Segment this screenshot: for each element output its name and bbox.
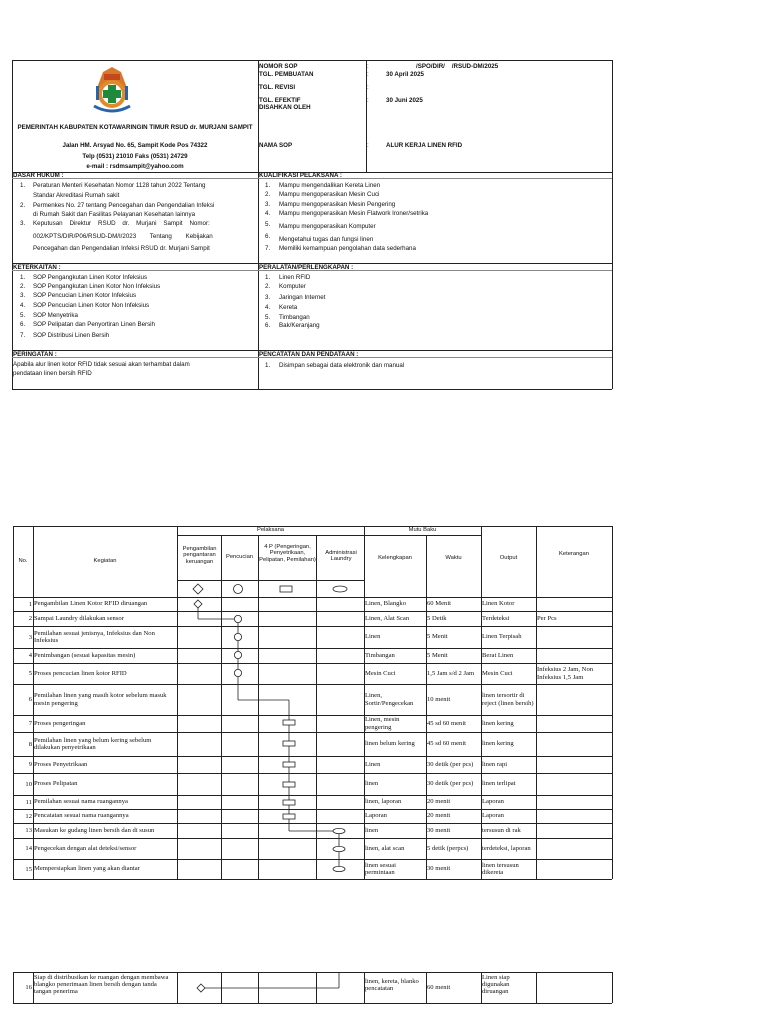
row-kegiatan: Proses pengeringan	[34, 719, 86, 727]
list-item: Memiliki kemampuan pengolahan data sederhana	[279, 245, 416, 252]
row-kelengkapan: Laporan	[365, 812, 387, 820]
list-number: 2.	[20, 283, 26, 290]
list-item: Permenkes No. 27 tentang Pencegahan dan Pengendalian Infeksi	[33, 202, 215, 209]
row-kegiatan: Proses Pelipatan	[34, 780, 78, 788]
list-item: SOP Pelipatan dan Penyortiran Linen Bersih	[33, 321, 155, 328]
row-waktu: 5 Menit	[427, 651, 448, 659]
kualifikasi-label: KUALIFIKASI PELAKSANA :	[259, 172, 342, 179]
row-output: linen tersortir di reject (linen bersih)	[482, 692, 534, 707]
row-kegiatan: Penimbangan (sesuai kapasitas mesin)	[34, 651, 136, 659]
rectangle-icon	[283, 814, 295, 819]
row-kelengkapan: Mesin Cuci	[365, 669, 396, 677]
keterangan-header: Keterangan	[559, 551, 589, 557]
row-kegiatan: Pemilahan linen yang belum kering sebelum dilakukan penyetrikaan	[34, 736, 152, 751]
list-number: 5.	[20, 312, 26, 319]
list-item: SOP Pengangkutan Linen Kotor Non Infeksius	[33, 283, 161, 290]
list-number: 2.	[265, 191, 271, 198]
list-item: Pencegahan dan Pengendalian Infeksi RSUD dr. Murjani Sampit	[33, 245, 210, 252]
row-output: Linen Terpisah	[482, 633, 522, 641]
peralatan-label: PERALATAN/PERLENGKAPAN :	[259, 264, 354, 271]
circle-icon	[234, 615, 241, 622]
tgl-efektif-value: 30 Juni 2025	[386, 97, 423, 104]
list-item: di Rumah Sakit dan Fasilitas Pelayanan Kesehatan lainnya	[33, 211, 196, 218]
row-waktu: 30 detik (per pcs)	[427, 780, 474, 788]
tgl-pembuatan-value: 30 April 2025	[386, 71, 424, 78]
row-keterangan: Per Pcs	[537, 614, 557, 622]
list-item: Bak/Keranjang	[279, 322, 320, 329]
rectangle-icon	[283, 782, 295, 787]
list-number: 2.	[265, 283, 271, 290]
row-kelengkapan: Linen, Blangko	[365, 600, 407, 608]
list-number: 2.	[20, 202, 26, 209]
row-waktu: 1,5 Jam s/d 2 Jam	[427, 669, 475, 677]
row-keterangan	[537, 626, 611, 648]
row-kelengkapan: Timbangan	[365, 651, 395, 659]
terminator-icon	[333, 846, 345, 851]
row-output: Terdeteksi	[482, 614, 510, 622]
row-number: 16	[25, 984, 32, 991]
list-number: 6.	[265, 322, 271, 329]
row-kegiatan: Proses Penyetrikaan	[34, 760, 88, 768]
colon: :	[367, 97, 369, 104]
list-item: Jaringan Internet	[279, 294, 326, 301]
list-number: 7.	[20, 332, 26, 339]
row-waktu: 5 Menit	[427, 633, 448, 641]
row-waktu: 30 menit	[427, 826, 451, 834]
row-no: 11	[25, 798, 32, 806]
nomor-sop-value: /SPO/DIR/ /RSUD-DM/2025	[416, 63, 499, 70]
row-kelengkapan: linen, kereta, blanko pencatatan	[365, 978, 419, 993]
tgl-pembuatan-label: TGL. PEMBUATAN	[259, 71, 314, 78]
terminator-icon	[333, 586, 347, 592]
list-item: Komputer	[279, 283, 306, 290]
colon: :	[367, 84, 369, 91]
row-kegiatan: Sampai Laundry dilakukan sensor	[34, 614, 124, 622]
circle-icon	[234, 651, 241, 658]
row-kelengkapan: Linen	[365, 633, 381, 641]
org-phone: Telp (0531) 21010 Faks (0531) 24729	[82, 153, 188, 160]
list-number: 3.	[265, 201, 271, 208]
row-output: terdeteksi, laporan	[482, 844, 531, 852]
list-number: 1.	[20, 182, 26, 189]
row-output: Laporan	[482, 798, 504, 806]
list-number: 3.	[20, 220, 26, 227]
row-keterangan	[537, 795, 611, 809]
pencatatan-text: Disimpan sebagai data elektronik dan manual	[279, 362, 405, 369]
row-keterangan: Infeksius 2 Jam, Non Infeksius 1,5 Jam	[537, 666, 594, 681]
row-kelengkapan: Linen	[365, 760, 381, 768]
row-output: Mesin Cuci	[482, 669, 513, 677]
row-waktu: 30 menit	[427, 865, 451, 873]
terminator-icon	[333, 828, 345, 833]
row-no: 13	[25, 827, 32, 834]
diamond-icon	[194, 600, 202, 608]
row-keterangan	[537, 597, 611, 611]
row-keterangan	[537, 809, 611, 823]
list-item: Mengetahui tugas dan fungsi linen	[279, 236, 374, 243]
row-kelengkapan: Linen, Sortir/Pengecekan	[365, 692, 414, 707]
list-item: SOP Menyetrika	[33, 312, 78, 319]
list-item: SOP Pengangkutan Linen Kotor Infeksius	[33, 274, 148, 281]
circle-icon	[234, 669, 241, 676]
list-item: Linen RFID	[279, 274, 311, 281]
peringatan-text: Apabila alur linen kotor RFID tidak sesuai akan terhambat dalam	[13, 361, 190, 368]
list-number: 3.	[265, 294, 271, 301]
list-item: Mampu mengendalikan Kereta Linen	[279, 182, 381, 189]
row-kelengkapan: linen, laporan	[365, 798, 402, 806]
list-number: 1.	[265, 362, 271, 369]
row-waktu: 30 detik (per pcs)	[427, 760, 474, 768]
list-item: Peraturan Menteri Kesehatan Nomor 1128 tahun 2022 Tentang	[33, 182, 206, 189]
row-no: 14	[25, 845, 32, 852]
nomor-sop-label: NOMOR SOP	[259, 63, 298, 70]
row-no: 9	[28, 761, 32, 768]
row-kelengkapan: Linen, Alat Scan	[365, 614, 410, 622]
row-waktu: 45 sd 60 menit	[427, 740, 467, 748]
rectangle-icon	[280, 586, 292, 592]
row-keterangan	[537, 838, 611, 859]
row-keterangan	[537, 648, 611, 663]
row-kelengkapan: linen, alat scan	[365, 844, 405, 852]
row-output: Linen siap digunakan diruangan	[482, 974, 510, 996]
list-number: 6.	[265, 233, 271, 240]
pelaksana-header: Pelaksana	[256, 527, 285, 533]
row-kegiatan: Pemilahan sesuai nama ruangannya	[34, 798, 128, 806]
org-email: e-mail : rsdmsampit@yahoo.com	[86, 163, 184, 170]
org-address: Jalan HM. Arsyad No. 65, Sampit Kode Pos 74322	[62, 142, 208, 149]
pengambilan-header: Pengambilan pengantaran keruangan	[182, 546, 217, 565]
output-header: Output	[499, 555, 518, 561]
list-number: 4.	[265, 210, 271, 217]
row-kegiatan: Siap di distribusikan ke ruangan dengan membawa blangko penerimaan linen bersih dengan tanda tangan penerima	[34, 974, 169, 996]
list-number: 6.	[20, 321, 26, 328]
row-keterangan	[537, 773, 611, 795]
row-output: tersusun di rak	[482, 826, 521, 834]
row-waktu: 10 menit	[427, 695, 451, 703]
row-kelengkapan: linen	[365, 780, 379, 788]
rectangle-icon	[283, 800, 295, 805]
terminator-icon	[333, 866, 345, 871]
row-keterangan	[537, 823, 611, 838]
row-no: 5	[28, 670, 32, 677]
row-kegiatan: Pemilahan linen yang masih kotor sebelum masuk mesin pengering	[34, 692, 167, 707]
row-no: 7	[28, 720, 32, 727]
circle-icon	[234, 585, 243, 594]
row-keterangan	[537, 859, 611, 879]
row-kelengkapan: linen sesuai permintaan	[365, 861, 396, 876]
tgl-efektif-label: TGL. EFEKTIF	[259, 97, 301, 104]
peringatan-label: PERINGATAN :	[13, 351, 57, 358]
row-kegiatan: Pemilahan sesuai jenisnya, Infeksius dan Non Infeksius	[34, 629, 155, 644]
row-keterangan	[537, 684, 611, 715]
row-no: 15	[25, 865, 32, 873]
row-output: linen terlipat	[482, 780, 516, 788]
row-no: 8	[28, 740, 32, 748]
disahkan-label: DISAHKAN OLEH	[259, 104, 311, 111]
row-kegiatan: Pencatatan sesuai nama ruangannya	[34, 812, 129, 820]
pencucian-header: Pencucian	[225, 554, 254, 560]
row-no: 2	[28, 615, 32, 622]
list-number: 4.	[20, 302, 26, 309]
row-waktu: 5 detik (perpcs)	[427, 844, 469, 852]
row-output: linen kering	[482, 740, 514, 748]
row-kegiatan: Mempersiapkan linen yang akan diantar	[34, 865, 140, 873]
colon: :	[367, 142, 369, 149]
row-waktu: 5 Detik	[427, 614, 447, 622]
list-number: 1.	[265, 182, 271, 189]
list-number: 3.	[20, 292, 26, 299]
list-item: Standar Akreditasi Rumah sakit	[33, 192, 120, 199]
list-item: SOP Distribusi Linen Bersih	[33, 332, 110, 339]
row-kegiatan: Pengecekan dengan alat deteksi/sensor	[34, 844, 137, 852]
waktu-header: Waktu	[445, 555, 462, 561]
row-keterangan	[537, 756, 611, 773]
row-output: linen tersusun dikereta	[482, 861, 519, 876]
row-no: 12	[25, 812, 32, 820]
row-waktu: 45 sd 60 menit	[427, 719, 467, 727]
row-waktu: 60 menit	[427, 984, 451, 991]
row-kelengkapan: linen belum kering	[365, 740, 415, 748]
list-number: 7.	[265, 245, 271, 252]
row-no: 4	[28, 652, 32, 659]
row-kegiatan: Masukan ke gudang linen bersih dan di susun	[34, 826, 155, 834]
row-output: Linen Kotor	[482, 600, 515, 608]
keterkaitan-label: KETERKAITAN :	[13, 264, 61, 271]
list-item: 002/KPTS/DIR/P06/RSUD-DM/I/2023 Tentang Kebijakan	[33, 233, 213, 240]
list-item: SOP Pencucian Linen Kotor Non Infeksius	[33, 302, 150, 309]
dasar-hukum-label: DASAR HUKUM :	[13, 172, 64, 179]
mutu-baku-header: Mutu Baku	[408, 527, 437, 533]
tgl-revisi-label: TGL. REVISI	[259, 84, 296, 91]
peringatan-text: pendataan linen bersih RFID	[13, 370, 92, 377]
org-name: PEMERINTAH KABUPATEN KOTAWARINGIN TIMUR RSUD dr. MURJANI SAMPIT	[17, 124, 253, 131]
row-no: 6	[28, 696, 32, 703]
diamond-icon	[193, 584, 203, 594]
list-number: 4.	[265, 304, 271, 311]
pencatatan-label: PENCATATAN DAN PENDATAAN :	[259, 351, 359, 358]
row-kegiatan: Proses pencucian linen kotor RFID	[34, 669, 127, 677]
row-keterangan	[537, 732, 611, 756]
diamond-icon	[197, 984, 205, 992]
row-waktu: 60 Menit	[427, 600, 451, 608]
colon: :	[367, 63, 369, 70]
row-kelengkapan: linen	[365, 826, 379, 834]
no-header: No.	[18, 558, 28, 564]
list-item: Mampu mengoperasikan Mesin Cuci	[279, 191, 380, 198]
list-item: Kereta	[279, 304, 298, 311]
list-item: Mampu mengoperasikan Mesin Pengering	[279, 201, 396, 208]
row-output: linen kering	[482, 719, 514, 727]
list-number: 5.	[265, 314, 271, 321]
row-output: Laporan	[482, 812, 504, 820]
rectangle-icon	[283, 720, 295, 725]
nama-sop-label: NAMA SOP	[259, 142, 293, 149]
list-number: 5.	[265, 221, 271, 228]
kelengkapan-header: Kelengkapan	[378, 555, 412, 561]
row-waktu: 20 menit	[427, 812, 451, 820]
circle-icon	[234, 633, 241, 640]
list-item: Timbangan	[279, 314, 310, 321]
admin-header: Administrasi Laundry	[325, 550, 357, 563]
list-number: 1.	[20, 274, 26, 281]
rectangle-icon	[283, 762, 295, 767]
list-item: Mampu mengoperasikan Komputer	[279, 223, 376, 230]
row-kelengkapan: Linen, mesin pengering	[365, 716, 400, 731]
fourp-header: 4 P (Pengeringan, Penyetrikaan, Pelipatan, Pemilahan)	[259, 544, 316, 563]
row-waktu: 20 menit	[427, 798, 451, 806]
row-no: 10	[25, 780, 32, 788]
row-output: Berat Linen	[482, 651, 514, 659]
kegiatan-header: Kegiatan	[93, 558, 117, 564]
row-no: 3	[28, 633, 32, 641]
list-item: Keputusan Direktur RSUD dr. Murjani Sampit Nomor:	[33, 220, 210, 227]
rectangle-icon	[283, 741, 295, 746]
colon: :	[367, 71, 369, 78]
list-item: Mampu mengoperasikan Mesin Flatwork Ironer/setrika	[279, 210, 429, 217]
list-item: SOP Pencucian Linen Kotor Infeksius	[33, 292, 137, 299]
row-keterangan	[537, 715, 611, 732]
row-kegiatan: Pengambilan Linen Kotor RFID diruangan	[34, 600, 148, 608]
list-number: 1.	[265, 274, 271, 281]
row-no: 1	[28, 600, 32, 608]
row-output: linen rapi	[482, 760, 508, 768]
nama-sop-value: ALUR KERJA LINEN RFID	[386, 142, 463, 149]
